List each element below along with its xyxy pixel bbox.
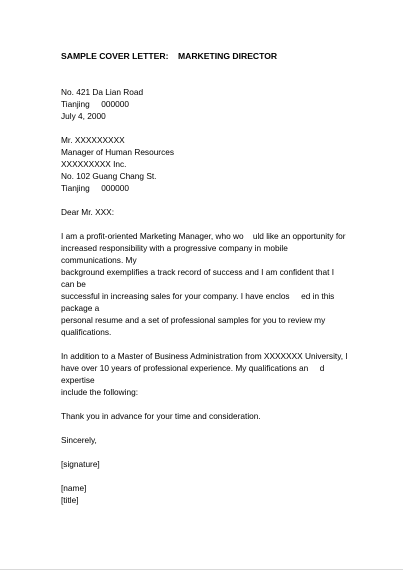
sender-city: Tianjing 000000 — [61, 99, 129, 109]
letter-date: July 4, 2000 — [61, 111, 106, 121]
name-placeholder: [name] — [61, 483, 87, 493]
paragraph-line: qualifications. — [61, 327, 112, 337]
paragraph-line: include the following: — [61, 387, 139, 397]
paragraph-line: expertise — [61, 375, 95, 385]
paragraph-line: have over 10 years of professional experience. My qualifications an d — [61, 363, 325, 373]
recipient-position: Manager of Human Resources — [61, 147, 174, 157]
closing — [61, 434, 351, 446]
recipient-street: No. 102 Guang Chang St. — [61, 171, 157, 181]
sender-street: No. 421 Da Lian Road — [61, 87, 144, 97]
recipient-city: Tianjing 000000 — [61, 183, 129, 193]
paragraph-line: increased responsibility with a progressive company in mobile — [61, 243, 288, 253]
paragraph-line: communications. My — [61, 255, 137, 265]
paragraph-line: I am a profit-oriented Marketing Manager, who wo uld like an opportunity for — [61, 231, 346, 241]
recipient-address — [61, 134, 351, 194]
recipient-company: XXXXXXXXX Inc. — [61, 159, 127, 169]
sender-address — [61, 86, 351, 122]
paragraph-line: Thank you in advance for your time and consideration. — [61, 411, 261, 421]
paragraph-line: package a — [61, 303, 100, 313]
paragraph-line: can be — [61, 279, 86, 289]
signature — [61, 458, 351, 470]
signature-placeholder: [signature] — [61, 459, 100, 469]
title-placeholder: [title] — [61, 495, 79, 505]
paragraph-line: background exemplifies a track record of success and I am confident that I — [61, 267, 335, 277]
salutation — [61, 206, 351, 218]
letter-title: SAMPLE COVER LETTER: MARKETING DIRECTOR — [61, 51, 278, 61]
name-title — [61, 482, 351, 506]
letter-body — [61, 50, 351, 518]
recipient-name: Mr. XXXXXXXXX — [61, 135, 125, 145]
paragraph-qualifications — [61, 350, 351, 398]
paragraph-intro — [61, 230, 351, 338]
closing-text: Sincerely, — [61, 435, 97, 445]
paragraph-line: successful in increasing sales for your company. I have enclos ed in this — [61, 291, 335, 301]
salutation-text: Dear Mr. XXX: — [61, 207, 115, 217]
paragraph-line: In addition to a Master of Business Administration from XXXXXXX University, I — [61, 351, 348, 361]
paragraph-line: personal resume and a set of professional samples for you to review my — [61, 315, 326, 325]
paragraph-thanks — [61, 410, 351, 422]
